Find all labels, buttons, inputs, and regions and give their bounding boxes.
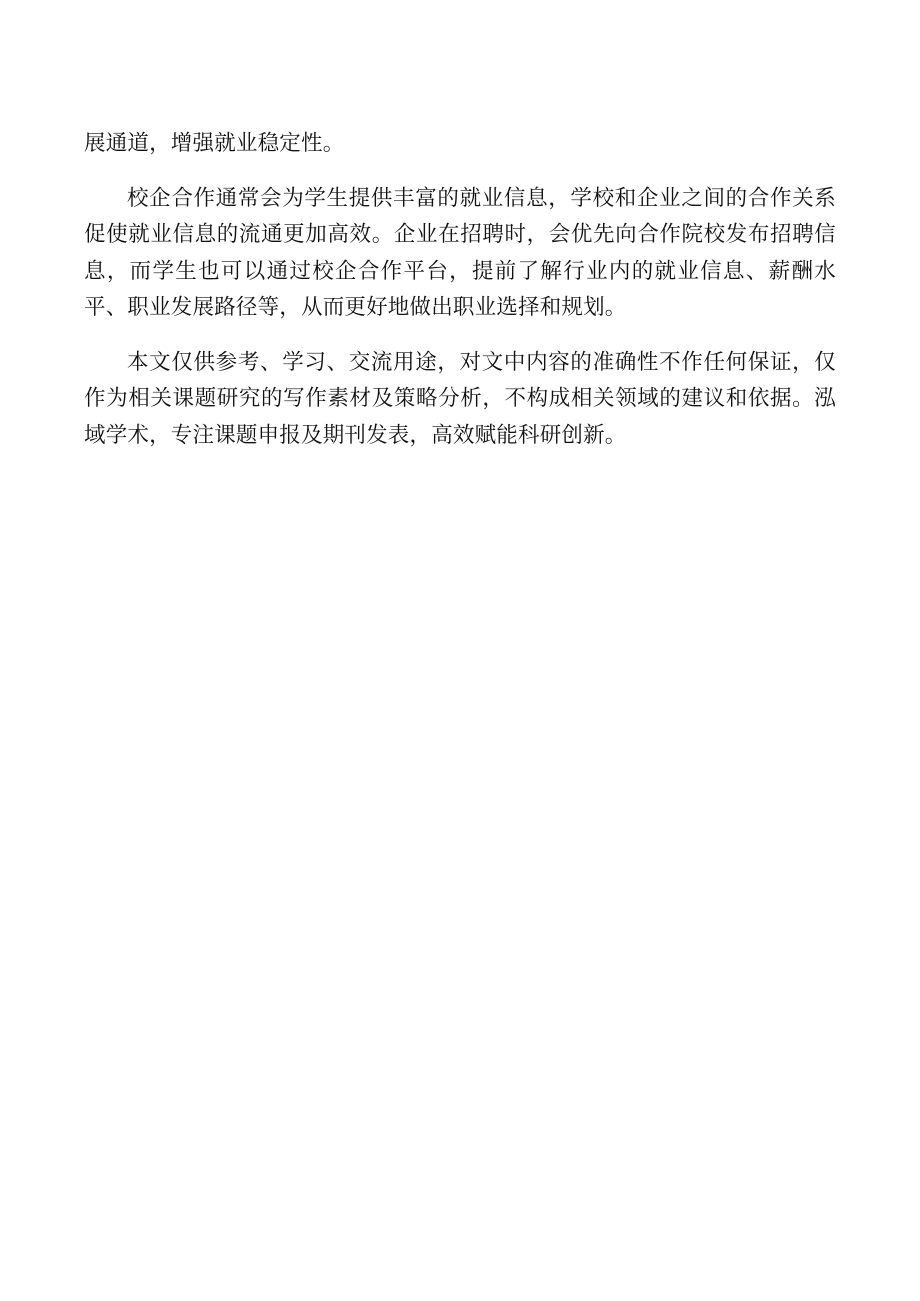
document-page [84, 126, 836, 472]
paragraph-school-enterprise-info: 校企合作通常会为学生提供丰富的就业信息，学校和企业之间的合作关系促使就业信息的流通更加高效。企业在招聘时，会优先向合作院校发布招聘信息，而学生也可以通过校企合作平台，提前了解行业内的就业信息、薪酬水平、职业发展路径等，从而更好地做出职业选择和规划。 [84, 185, 836, 320]
paragraph-disclaimer: 本文仅供参考、学习、交流用途，对文中内容的准确性不作任何保证，仅作为相关课题研究的写作素材及策略分析，不构成相关领域的建议和依据。泓域学术，专注课题申报及期刊发表，高效赋能科研创新。 [84, 349, 836, 448]
paragraph-continuation: 展通道，增强就业稳定性。 [84, 131, 345, 156]
